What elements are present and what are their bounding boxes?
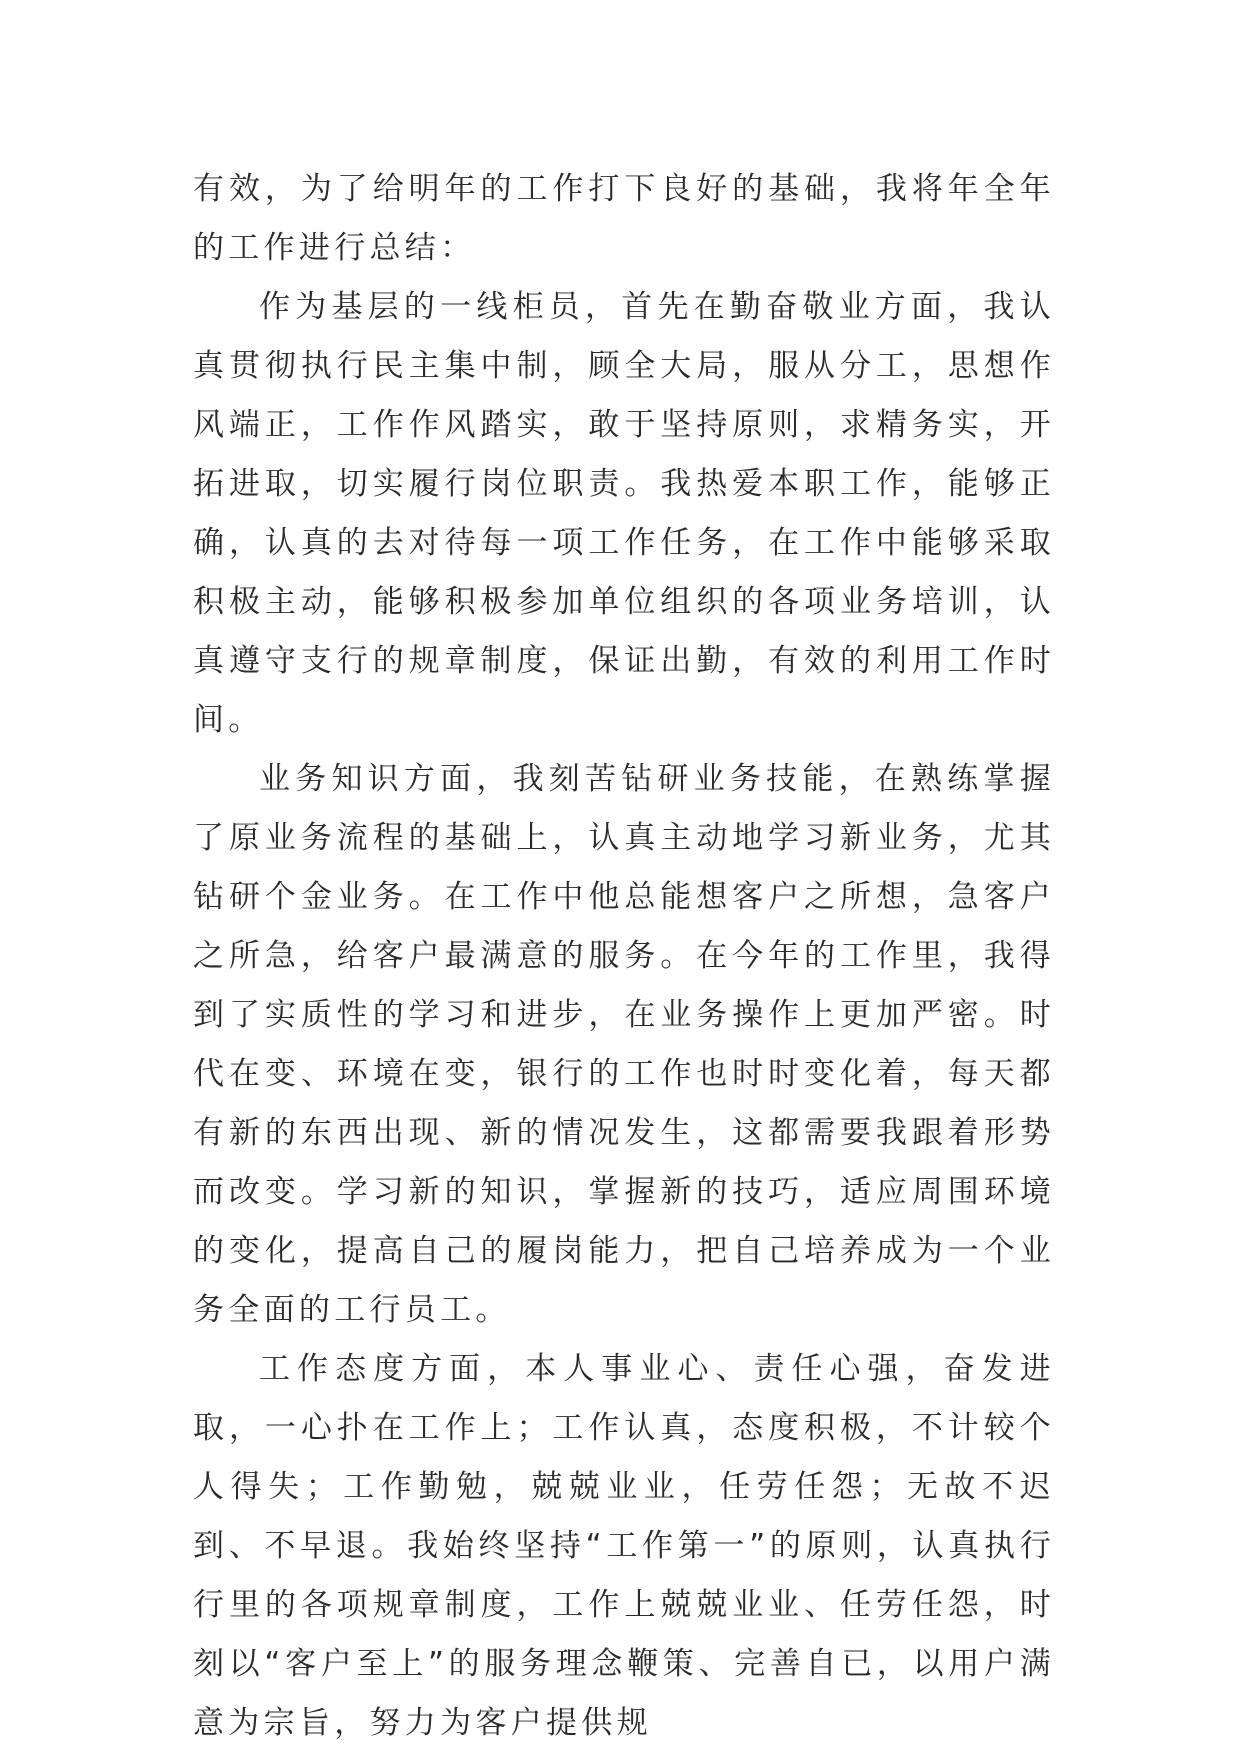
paragraph-work-attitude: 工作态度方面，本人事业心、责任心强，奋发进取，一心扑在工作上；工作认真，态度积极，不计较个人得失；工作勤勉，兢兢业业，任劳任怨；无故不迟到、不早退。我始终坚持“工作第一”的原则，认真执行行里的各项规章制度，工作上兢兢业业、任劳任怨，时刻以“客户至上”的服务理念鞭策、完善自已，以用户满意为宗旨，努力为客户提供规	[193, 1351, 1055, 1741]
paragraph-diligence: 作为基层的一线柜员，首先在勤奋敬业方面，我认真贯彻执行民主集中制，顾全大局，服从分工，思想作风端正，工作作风踏实，敢于坚持原则，求精务实，开拓进取，切实履行岗位职责。我热爱本职工作，能够正确，认真的去对待每一项工作任务，在工作中能够采取积极主动，能够积极参加单位组织的各项业务培训，认真遵守支行的规章制度，保证出勤，有效的利用工作时间。	[193, 289, 1055, 738]
paragraph-business-knowledge: 业务知识方面，我刻苦钻研业务技能，在熟练掌握了原业务流程的基础上，认真主动地学习新业务，尤其钻研个金业务。在工作中他总能想客户之所想，急客户之所急，给客户最满意的服务。在今年的工作里，我得到了实质性的学习和进步，在业务操作上更加严密。时代在变、环境在变，银行的工作也时时变化着，每天都有新的东西出现、新的情况发生，这都需要我跟着形势而改变。学习新的知识，掌握新的技巧，适应周围环境的变化，提高自己的履岗能力，把自己培养成为一个业务全面的工行员工。	[193, 761, 1055, 1328]
paragraph-continuation: 有效，为了给明年的工作打下良好的基础，我将年全年的工作进行总结：	[193, 171, 1055, 266]
document-body	[193, 160, 1055, 1753]
